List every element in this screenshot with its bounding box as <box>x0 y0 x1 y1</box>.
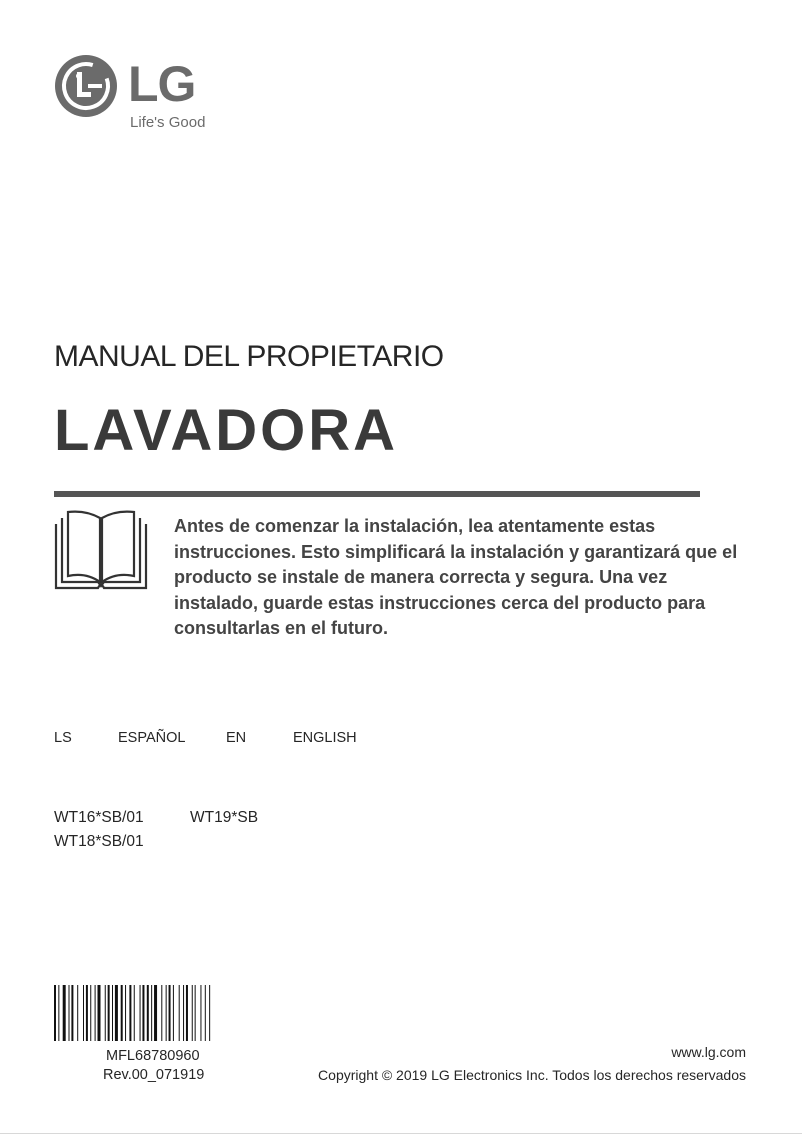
barcode-bar <box>186 985 188 1041</box>
barcode-bar <box>95 985 96 1041</box>
barcode-bar <box>71 985 73 1041</box>
barcode-bar <box>83 985 84 1041</box>
barcode <box>54 985 260 1041</box>
barcode-bar <box>121 985 123 1041</box>
brand-tagline: Life's Good <box>130 114 206 131</box>
document-type: MANUAL DEL PROPIETARIO <box>54 340 444 373</box>
barcode-bar <box>77 985 78 1041</box>
barcode-bar <box>205 985 206 1041</box>
language-code-en: EN <box>226 730 247 746</box>
barcode-bar <box>161 985 162 1041</box>
language-code-es: LS <box>54 730 72 746</box>
barcode-bar <box>154 985 157 1041</box>
barcode-bar <box>54 985 56 1041</box>
model-number: WT16*SB/01 <box>54 809 144 826</box>
barcode-bar <box>112 985 113 1041</box>
barcode-bar <box>90 985 91 1041</box>
open-book-icon <box>54 510 148 590</box>
barcode-bar <box>58 985 59 1041</box>
barcode-bar <box>173 985 174 1041</box>
barcode-bar <box>129 985 131 1041</box>
barcode-bar <box>140 985 141 1041</box>
barcode-bar <box>105 985 106 1041</box>
product-name: LAVADORA <box>54 398 399 463</box>
model-number: WT19*SB <box>190 809 259 826</box>
language-name-es: ESPAÑOL <box>118 730 186 746</box>
model-number: WT18*SB/01 <box>54 833 144 850</box>
brand-logo <box>54 54 224 134</box>
barcode-bar <box>69 985 70 1041</box>
barcode-bar <box>147 985 149 1041</box>
barcode-bar <box>142 985 144 1041</box>
barcode-bar <box>183 985 184 1041</box>
barcode-bar <box>125 985 126 1041</box>
barcode-bar <box>166 985 167 1041</box>
barcode-bar <box>63 985 66 1041</box>
barcode-bar <box>151 985 152 1041</box>
barcode-bar <box>98 985 101 1041</box>
lg-logo-icon <box>54 54 118 118</box>
barcode-bar <box>192 985 193 1041</box>
barcode-bar <box>200 985 201 1041</box>
barcode-bar <box>134 985 135 1041</box>
brand-name: LG <box>128 56 196 112</box>
barcode-bar <box>179 985 180 1041</box>
barcode-bar <box>209 985 210 1041</box>
barcode-bar <box>195 985 196 1041</box>
website-link[interactable]: www.lg.com <box>671 1044 746 1060</box>
revision-number: Rev.00_071919 <box>103 1067 205 1083</box>
barcode-bar <box>86 985 88 1041</box>
title-divider <box>54 491 700 497</box>
language-name-en: ENGLISH <box>293 730 357 746</box>
barcode-bar <box>169 985 171 1041</box>
copyright-notice: Copyright © 2019 LG Electronics Inc. Todos los derechos reservados <box>318 1067 746 1083</box>
part-number: MFL68780960 <box>106 1048 200 1064</box>
barcode-bar <box>115 985 118 1041</box>
intro-paragraph: Antes de comenzar la instalación, lea atentamente estas instrucciones. Esto simplificará la instalación y garantizará que el producto se instale de manera correcta y segura. Una vez instalado, guarde estas instrucciones cerca del producto para consultarlas en el futuro. <box>174 516 738 638</box>
page-bottom-line <box>0 1133 802 1134</box>
barcode-bar <box>108 985 110 1041</box>
